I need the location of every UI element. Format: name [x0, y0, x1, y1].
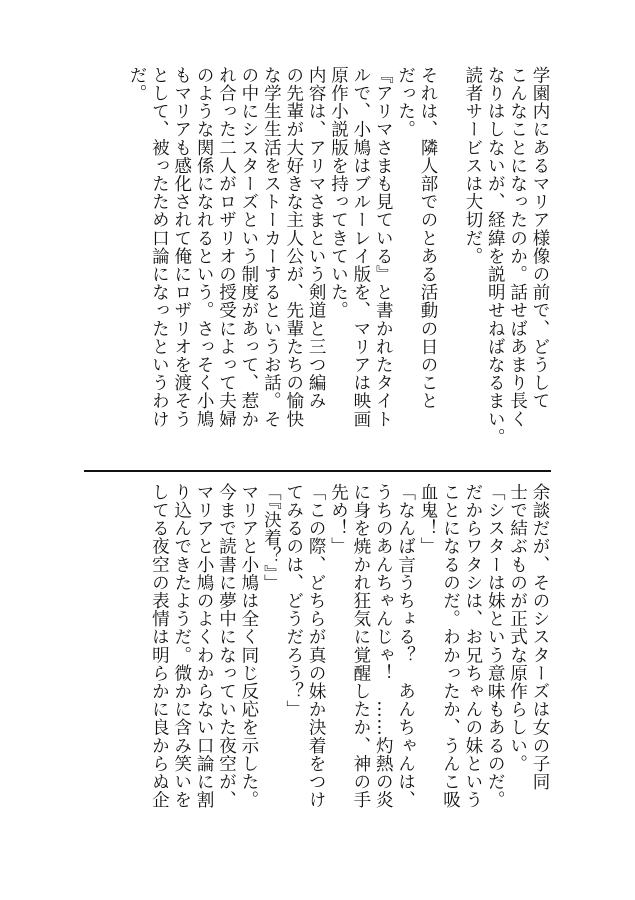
text-line: に身を焼かれ狂気に覚醒したか、神の手 — [350, 483, 371, 809]
text-line: な学生生活をストーカーするというお話。そ — [261, 66, 282, 428]
text-line: マリアと小鳩は全く同じ反応を示した。 — [238, 483, 259, 809]
text-line: うちのあんちゃんじゃ！ ……灼熱の炎 — [373, 483, 394, 809]
text-line: 原作小説版を持ってきていた。 — [328, 66, 349, 320]
text-line: の中にシスターズという制度があって、惹か — [238, 66, 259, 428]
text-line: だった。 — [395, 66, 416, 139]
text-line: 「この際、どちらが真の妹か決着をつけ — [306, 483, 327, 809]
text-line: ルで、小鳩はブルーレイ版を、マリアは映画 — [350, 66, 371, 428]
text-line: り込んできたようだ。微かに含み笑いを — [171, 483, 192, 809]
text-line: れ合った二人がロザリオの授受によって夫婦 — [216, 66, 237, 428]
text-line: マリアと小鳩のよくわからない口論に割 — [194, 483, 215, 809]
text-line: の先輩が大好きな主人公が、先輩たちの愉快 — [283, 66, 304, 428]
text-line: してる夜空の表情は明らかに良からぬ企 — [149, 483, 170, 809]
blank-line — [439, 66, 461, 466]
text-line: 『アリマさまも見ている』と書かれたタイト — [373, 66, 394, 428]
top-text-section — [126, 66, 551, 466]
text-line: ことになるのだ。わかったか、うんこ吸 — [440, 483, 461, 809]
text-line: 「なんば言うちょる？ あんちゃんは、 — [395, 483, 416, 809]
text-line: 「『決着？』」 — [261, 483, 282, 593]
text-line: 学園内にあるマリア様像の前で、どうして — [530, 66, 550, 410]
text-line: として、被ったため口論になったというわけ — [149, 66, 170, 428]
text-line: だからワタシは、お兄ちゃんの妹という — [462, 483, 483, 809]
text-line: こんなことになったのか。話せばあまり長く — [507, 66, 528, 428]
text-line: 「シスターは妹という意味もあるのだ。 — [485, 483, 506, 809]
text-line: 血鬼！」 — [418, 483, 439, 556]
section-divider — [84, 470, 551, 472]
text-line: それは、隣人部でのとある活動の日のこと — [418, 66, 439, 410]
text-line: なりはしないが、経緯を説明せねばなるまい。 — [485, 66, 506, 447]
text-line: 余談だが、そのシスターズは女の子同 — [530, 483, 550, 791]
bottom-text-section — [148, 483, 551, 823]
text-line: 士で結ぶものが正式な原作らしい。 — [507, 483, 528, 773]
text-line: 読者サービスは大切だ。 — [462, 66, 483, 266]
text-line: 先め！」 — [328, 483, 349, 556]
text-line: もマリアも感化されて俺にロザリオを渡そう — [171, 66, 192, 428]
text-line: だ。 — [126, 66, 147, 103]
text-line: 今まで読書に夢中になっていた夜空が、 — [216, 483, 237, 809]
text-line: 内容は、アリマさまという剣道と三つ編み — [306, 66, 327, 410]
text-line: てみるのは、どうだろう？」 — [283, 483, 304, 719]
text-line: のような関係になれるという。さっそく小鳩 — [194, 66, 215, 428]
